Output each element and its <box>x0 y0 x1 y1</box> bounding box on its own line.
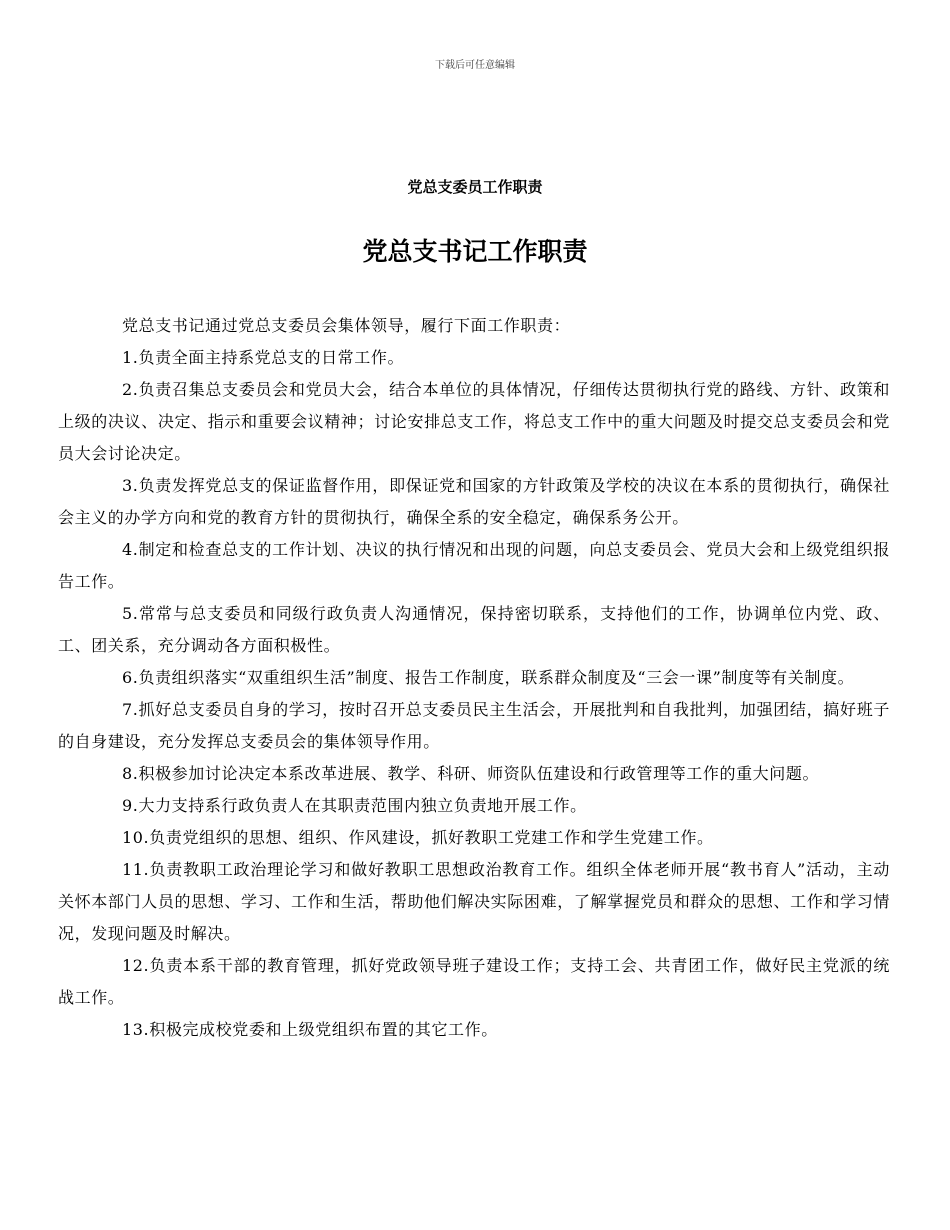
document-title: 党总支委员工作职责 <box>407 178 543 196</box>
paragraph-item-5: 5.常常与总支委员和同级行政负责人沟通情况，保持密切联系，支持他们的工作，协调单位内党、政、工、团关系，充分调动各方面积极性。 <box>58 604 890 655</box>
document-body <box>58 310 890 1046</box>
header-note: 下载后可任意编辑 <box>435 60 515 71</box>
paragraph-item-10: 10.负责党组织的思想、组织、作风建设，抓好教职工党建工作和学生党建工作。 <box>122 828 714 847</box>
paragraph-item-9: 9.大力支持系行政负责人在其职责范围内独立负责地开展工作。 <box>122 796 587 815</box>
paragraph-item-11: 11.负责教职工政治理论学习和做好教职工思想政治教育工作。组织全体老师开展“教书育人”活动，主动关怀本部门人员的思想、学习、工作和生活，帮助他们解决实际困难，了解掌握党员和群众的思想、工作和学习情况，发现问题及时解决。 <box>58 860 890 943</box>
paragraph-item-4: 4.制定和检查总支的工作计划、决议的执行情况和出现的问题，向总支委员会、党员大会和上级党组织报告工作。 <box>58 540 890 591</box>
paragraph-item-8: 8.积极参加讨论决定本系改革进展、教学、科研、师资队伍建设和行政管理等工作的重大问题。 <box>122 764 820 783</box>
paragraph-item-13: 13.积极完成校党委和上级党组织布置的其它工作。 <box>122 1020 498 1039</box>
paragraph-item-1: 1.负责全面主持系党总支的日常工作。 <box>122 348 405 367</box>
paragraph-item-12: 12.负责本系干部的教育管理，抓好党政领导班子建设工作；支持工会、共青团工作，做好民主党派的统战工作。 <box>58 956 890 1007</box>
paragraph-item-6: 6.负责组织落实“双重组织生活”制度、报告工作制度，联系群众制度及“三会一课”制度等有关制度。 <box>122 668 855 687</box>
paragraph-item-3: 3.负责发挥党总支的保证监督作用，即保证党和国家的方针政策及学校的决议在本系的贯彻执行，确保社会主义的办学方向和党的教育方针的贯彻执行，确保全系的安全稳定，确保系务公开。 <box>58 476 890 527</box>
paragraph-intro: 党总支书记通过党总支委员会集体领导，履行下面工作职责： <box>122 316 571 335</box>
section-title: 党总支书记工作职责 <box>362 237 588 266</box>
paragraph-item-7: 7.抓好总支委员自身的学习，按时召开总支委员民主生活会，开展批判和自我批判，加强团结，搞好班子的自身建设，充分发挥总支委员会的集体领导作用。 <box>58 700 890 751</box>
paragraph-item-2: 2.负责召集总支委员会和党员大会，结合本单位的具体情况，仔细传达贯彻执行党的路线、方针、政策和上级的决议、决定、指示和重要会议精神；讨论安排总支工作，将总支工作中的重大问题及时提交总支委员会和党员大会讨论决定。 <box>58 380 890 463</box>
